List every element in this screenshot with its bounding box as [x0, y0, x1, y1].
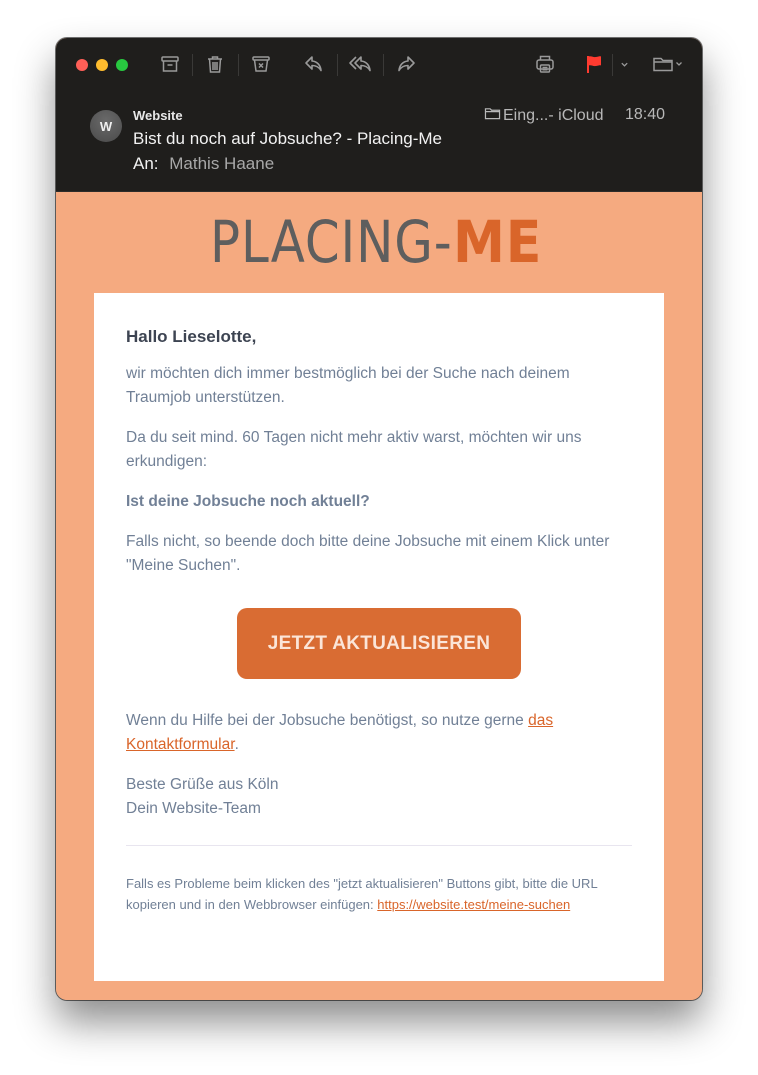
close-window-button[interactable]: [76, 59, 88, 71]
instructions-paragraph: Falls nicht, so beende doch bitte deine Jobsuche mit einem Klick unter "Meine Suchen".: [126, 533, 610, 574]
move-to-folder-icon[interactable]: [650, 52, 686, 76]
folder-icon: [484, 106, 501, 126]
inactivity-paragraph: Da du seit mind. 60 Tagen nicht mehr aktiv warst, möchten wir uns erkundigen:: [126, 429, 582, 470]
recipient-line: [133, 154, 274, 174]
fallback-url-link[interactable]: https://website.test/meine-suchen: [377, 897, 571, 912]
update-now-button[interactable]: JETZT AKTUALISIEREN: [237, 608, 521, 679]
forward-icon[interactable]: [393, 52, 419, 76]
toolbar-separator: [238, 54, 239, 76]
zoom-window-button[interactable]: [116, 59, 128, 71]
footer-divider: [126, 845, 632, 846]
flag-icon[interactable]: [581, 52, 607, 76]
toolbar-separator: [337, 54, 338, 76]
mailbox-location[interactable]: [484, 106, 604, 126]
toolbar-separator: [383, 54, 384, 76]
closing-line-1: Beste Grüße aus Köln: [126, 776, 279, 793]
contact-form-link[interactable]: das Kontaktformular: [126, 712, 554, 753]
flag-menu-chevron-icon[interactable]: [617, 52, 631, 76]
reply-icon[interactable]: [301, 52, 327, 76]
reply-all-icon[interactable]: [346, 52, 376, 76]
help-end: .: [234, 736, 239, 753]
toolbar: [56, 38, 702, 92]
email-card: [94, 293, 664, 981]
closing-line-2: Dein Website-Team: [126, 800, 261, 817]
recipient-label: An:: [133, 154, 159, 173]
logo-text-me: ME: [453, 208, 543, 276]
mail-window: [56, 38, 702, 1000]
help-paragraph: [126, 709, 632, 757]
email-body: [56, 192, 702, 1000]
minimize-window-button[interactable]: [96, 59, 108, 71]
avatar: W: [90, 110, 122, 142]
mailbox-name: Eing...- iCloud: [503, 107, 604, 124]
toolbar-separator: [612, 54, 613, 76]
footer-text: Falls es Probleme beim klicken des "jetzt aktualisieren" Buttons gibt, bitte die URL kopieren und in den Webbrowser einfügen:: [126, 876, 598, 912]
intro-paragraph: wir möchten dich immer bestmöglich bei der Suche nach deinem Traumjob unterstützen.: [126, 365, 570, 406]
question-text: Ist deine Jobsuche noch aktuell?: [126, 493, 370, 510]
placing-me-logo: [210, 208, 547, 276]
print-icon[interactable]: [532, 52, 558, 76]
traffic-lights: [76, 59, 128, 71]
trash-icon[interactable]: [202, 52, 228, 76]
message-header: [56, 92, 702, 192]
junk-icon[interactable]: [248, 52, 274, 76]
message-time: 18:40: [625, 106, 666, 123]
greeting: Hallo Lieselotte,: [126, 327, 257, 346]
recipient-name[interactable]: Mathis Haane: [169, 154, 275, 173]
message-subject: Bist du noch auf Jobsuche? - Placing-Me: [133, 129, 443, 148]
archive-icon[interactable]: [157, 52, 183, 76]
help-text: Wenn du Hilfe bei der Jobsuche benötigst, so nutze gerne: [126, 712, 529, 729]
sender-name: Website: [133, 108, 183, 123]
toolbar-separator: [192, 54, 193, 76]
logo-text-placing: PLACING-: [210, 208, 453, 276]
footer-note: [126, 873, 632, 915]
